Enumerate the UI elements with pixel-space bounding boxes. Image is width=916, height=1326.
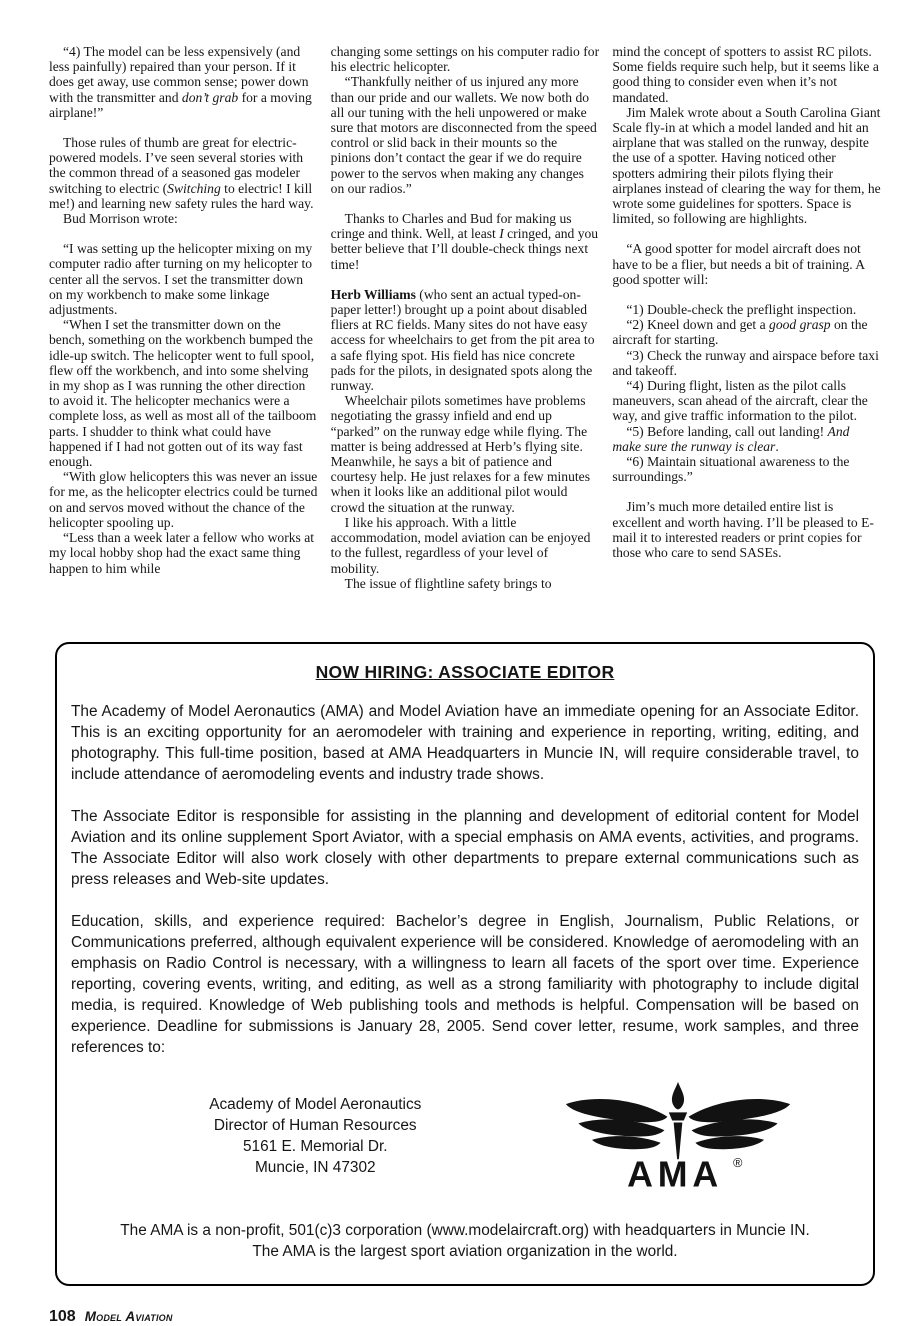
article-paragraph: Jim’s much more detailed entire list is excellent and worth having. I’ll be pleased to E-mail it to interested readers or print copies for those who care to send SASEs. [612, 499, 874, 561]
article-column-1 [49, 44, 318, 576]
page-number: 108 [49, 1308, 76, 1325]
article-paragraph: Wheelchair pilots sometimes have problems negotiating the grassy infield and end up “parked” on the runway edge while flying. The matter is being addressed at Herb’s flying site. Meanwhile, he says a bit of patience and courtesy help. He just relaxes for a few minutes when it looks like an additional pilot would crowd the situation at the runway. [330, 393, 591, 515]
article-paragraph: “A good spotter for model aircraft does not have to be a flier, but needs a bit of training. A good spotter will: [612, 241, 865, 287]
article-paragraph: “Thankfully neither of us injured any more than our pride and our wallets. We now both do all our tuning with the heli unpowered or make sure that motors are disconnected from the speed control or slid back in their mounts so the pinions don’t contact the gear if we do require power to the servos when making any changes on our radios.” [330, 74, 597, 196]
hiring-ad-body [71, 701, 859, 1058]
article-columns [49, 44, 881, 616]
article-paragraph: “4) During flight, listen as the pilot calls maneuvers, scan ahead of the aircraft, clear the way, and give traffic information to the pilot. [612, 378, 868, 424]
article-paragraph: “4) The model can be less expensively (and less painfully) repaired than your person. If it does get away, use common sense; power down with the transmitter and don’t grab for a moving airplane!” [49, 44, 312, 120]
ama-footer-lines [71, 1220, 859, 1262]
hiring-ad-paragraph: Education, skills, and experience required: Bachelor’s degree in English, Journalism, Public Relations, or Communications preferred, although equivalent experience will be considered. Knowledge of aeromodeling with an emphasis on Radio Control is necessary, with a willingness to learn all facets of the sport over time. Experience reporting, covering events, writing, and editing, as well as a strong familiarity with photography to include digital media, is required. Knowledge of Web publishing tools and methods is helpful. Compensation will be based on experience. Deadline for submissions is January 28, 2005. Send cover letter, resume, work samples, and three references to: [71, 913, 859, 1056]
article-paragraph: “5) Before landing, call out landing! And make sure the runway is clear. [612, 423, 850, 454]
hiring-ad-title: NOW HIRING: ASSOCIATE EDITOR [315, 662, 615, 682]
address-logo-row [71, 1078, 859, 1194]
article-column-2 [331, 44, 600, 591]
article-paragraph: Herb Williams (who sent an actual typed-on-paper letter!) brought up a point about disabled fliers at RC fields. Many sites do not have easy access for wheelchairs to get from the pit area to a safe flying spot. His field has nice concrete pads for the pilots, in designated spots along the runway. [330, 286, 595, 394]
address-line: Academy of Model Aeronautics [209, 1096, 422, 1113]
mailing-address [71, 1094, 560, 1178]
article-paragraph: “I was setting up the helicopter mixing on my computer radio after turning on my helicopter to center all the servos. I set the transmitter down on my workbench to make some linkage adjustments. [49, 241, 313, 318]
article-paragraph: The issue of flightline safety brings to [344, 575, 552, 591]
ama-logo-text: AMA [626, 1154, 723, 1194]
article-paragraph: Jim Malek wrote about a South Carolina Giant Scale fly-in at which a model landed and hit an airplane that was stalled on the runway, despite the use of a spotter. Having noticed other spotters admiring their pilots flying their airplanes instead of clearing the way for them, he wrote some guidelines for spotters. Space is limited, so following are highlights. [612, 104, 881, 227]
article-paragraph: “1) Double-check the preflight inspection. [626, 302, 857, 318]
hiring-ad-box [55, 642, 875, 1286]
ama-footer-line: The AMA is the largest sport aviation organization in the world. [252, 1243, 678, 1260]
page-footer [49, 1308, 881, 1326]
article-paragraph: Those rules of thumb are great for electric-powered models. I’ve seen several stories with the common thread of a seasoned gas modeler switching to electric (Switching to electric! I kill me!) and learning new safety rules the hard way. [49, 135, 314, 211]
address-line: 5161 E. Memorial Dr. [242, 1138, 388, 1155]
ama-winged-torch-logo-icon [561, 1078, 795, 1194]
address-line: Muncie, IN 47302 [254, 1159, 376, 1176]
address-line: Director of Human Resources [213, 1117, 417, 1134]
article-paragraph: Thanks to Charles and Bud for making us cringe and think. Well, at least I cringed, and you better believe that I’ll double-check things next time! [330, 211, 599, 272]
article-paragraph: “6) Maintain situational awareness to the surroundings.” [612, 454, 850, 485]
article-paragraph: changing some settings on his computer radio for his electric helicopter. [330, 44, 600, 75]
article-paragraph: “With glow helicopters this was never an issue for me, as the helicopter electrics could be turned on and servos moved without the chance of the helicopter spooling up. [49, 469, 318, 530]
article-paragraph: I like his approach. With a little accommodation, model aviation can be enjoyed to the fullest, regardless of your level of mobility. [330, 514, 591, 576]
article-paragraph: “When I set the transmitter down on the bench, something on the workbench bumped the idle-up switch. The helicopter went to full spool, flew off the workbench, and into some shelving in my shop as I was running the other direction to avoid it. The helicopter mechanics were a complete loss, as well as most all of the tailboom parts. I shudder to think what could have happened if I had not gotten out of its way fast enough. [49, 317, 317, 470]
ama-footer-line: The AMA is a non-profit, 501(c)3 corporation (www.modelaircraft.org) with headquarters in Muncie IN. [120, 1222, 810, 1239]
hiring-ad-paragraph: The Academy of Model Aeronautics (AMA) and Model Aviation have an immediate opening for an Associate Editor. This is an exciting opportunity for an aeromodeler with training and experience in reporting, writing, editing, and photography. This full-time position, based at AMA Headquarters in Muncie IN, will require considerable travel, to include attendance of aeromodeling events and industry trade shows. [71, 703, 859, 783]
logo-container [560, 1078, 796, 1194]
hiring-ad-paragraph: The Associate Editor is responsible for assisting in the planning and development of editorial content for Model Aviation and its online supplement Sport Aviator, with a special emphasis on AMA events, activities, and programs. The Associate Editor will also work closely with other departments to prepare external communications such as press releases and Web-site updates. [71, 808, 859, 888]
registered-trademark-symbol: ® [732, 1155, 743, 1170]
article-paragraph: “3) Check the runway and airspace before taxi and takeoff. [612, 347, 879, 378]
article-paragraph: “2) Kneel down and get a good grasp on the aircraft for starting. [612, 317, 868, 348]
article-paragraph: “Less than a week later a fellow who works at my local hobby shop had the exact same thing happen to him while [49, 530, 315, 576]
magazine-title: Model Aviation [84, 1309, 173, 1324]
article-paragraph: Bud Morrison wrote: [63, 211, 178, 227]
article-paragraph: mind the concept of spotters to assist RC pilots. Some fields require such help, but it seems like a good thing to consider even when it’s not mandated. [612, 44, 879, 105]
article-column-3 [612, 44, 881, 560]
